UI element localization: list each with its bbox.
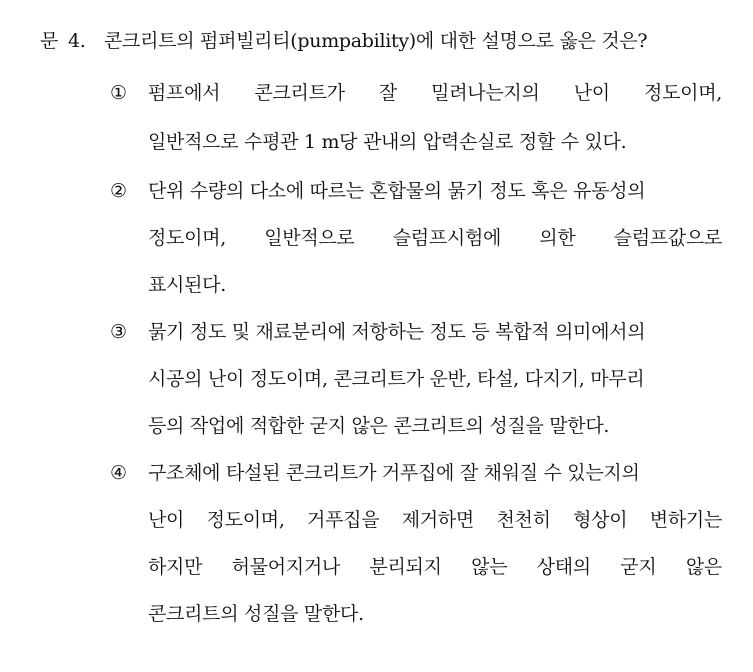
option-1-line-2: 일반적으로 수평관 1 m당 관내의 압력손실로 정할 수 있다. — [148, 131, 627, 153]
question-text: 콘크리트의 펌퍼빌리티(pumpability)에 대한 설명으로 옳은 것은? — [104, 30, 648, 52]
option-1-line-1: 펌프에서 콘크리트가 잘 밀려나는지의 난이 정도이며, — [148, 82, 722, 104]
option-4-line-1: 구조체에 타설된 콘크리트가 거푸집에 잘 채워질 수 있는지의 — [148, 462, 640, 484]
option-4-line-3: 하지만 허물어지거나 분리되지 않는 상태의 굳지 않은 — [148, 556, 722, 578]
option-4-line-4: 콘크리트의 성질을 말한다. — [148, 603, 364, 625]
option-3-line-1: 묽기 정도 및 재료분리에 저항하는 정도 등 복합적 의미에서의 — [148, 321, 646, 343]
option-2-line-3: 표시된다. — [148, 274, 226, 296]
option-2-marker[interactable]: ② — [110, 180, 127, 202]
option-4-marker[interactable]: ④ — [110, 462, 127, 484]
option-3-line-3: 등의 작업에 적합한 굳지 않은 콘크리트의 성질을 말한다. — [148, 415, 610, 437]
option-2-line-2: 정도이며, 일반적으로 슬럼프시험에 의한 슬럼프값으로 — [148, 227, 722, 249]
option-3-line-2: 시공의 난이 정도이며, 콘크리트가 운반, 타설, 다지기, 마무리 — [148, 368, 645, 390]
option-3-marker[interactable]: ③ — [110, 321, 127, 343]
option-2-line-1: 단위 수량의 다소에 따르는 혼합물의 묽기 정도 혹은 유동성의 — [148, 180, 646, 202]
option-4-line-2: 난이 정도이며, 거푸집을 제거하면 천천히 형상이 변하기는 — [148, 509, 722, 531]
question-number: 4. — [68, 30, 86, 52]
option-1-marker[interactable]: ① — [110, 82, 127, 104]
question-label: 문 — [40, 30, 59, 52]
